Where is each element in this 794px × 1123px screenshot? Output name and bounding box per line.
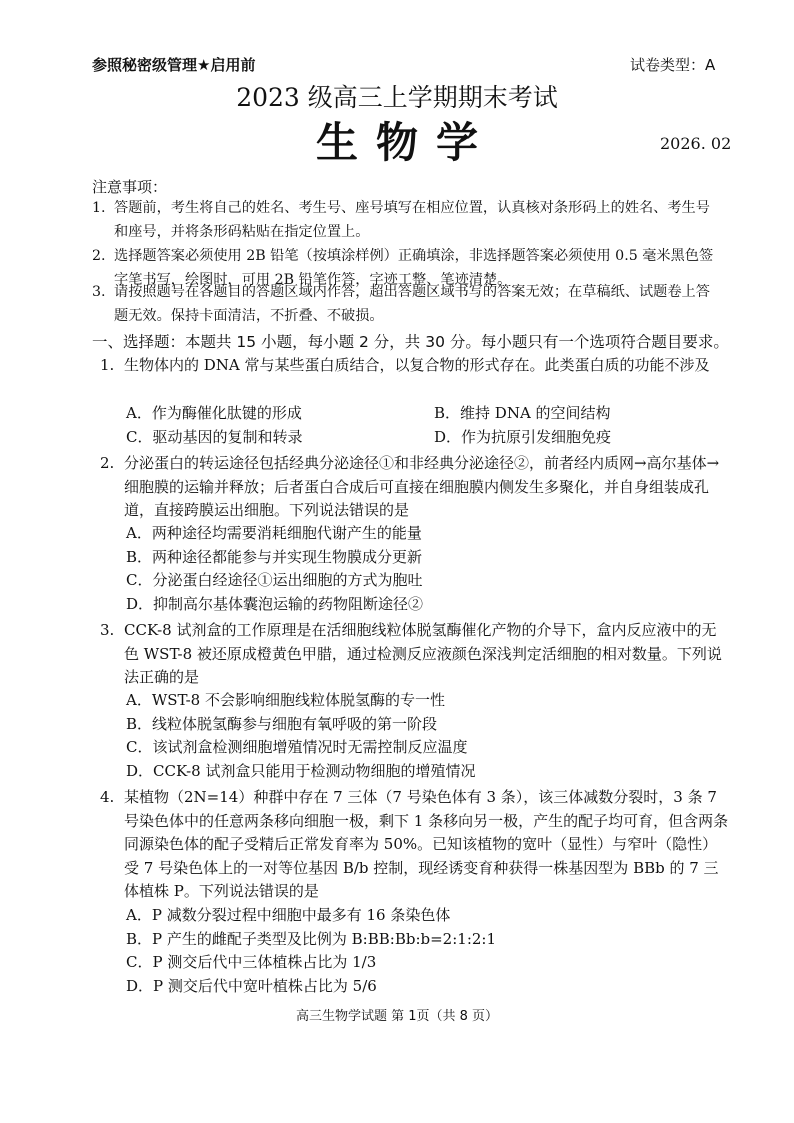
- question-number: 3.: [100, 621, 115, 639]
- question-stem: 分泌蛋白的转运途径包括经典分泌途径①和非经典分泌途径②，前者经内质网→高尔基体→细胞膜的运输并释放；后者蛋白合成后可直接在细胞膜内侧发生多聚化，并自身组装成孔道，直接跨膜运出细胞。下列说法错误的是: [124, 454, 720, 519]
- option-a: A．作为酶催化肽键的形成: [126, 404, 302, 422]
- notice-heading: 注意事项：: [92, 178, 168, 196]
- option-d: D．抑制高尔基体囊泡运输的药物阻断途径②: [126, 595, 424, 613]
- option-d: D．CCK-8 试剂盒只能用于检测动物细胞的增殖情况: [126, 762, 476, 780]
- option-c: C．P 测交后代中三体植株占比为 1/3: [126, 953, 377, 971]
- question-1: [100, 354, 730, 378]
- option-a: A．WST-8 不会影响细胞线粒体脱氢酶的专一性: [126, 691, 445, 709]
- option-d: D．作为抗原引发细胞免疫: [434, 428, 612, 446]
- question-number: 1.: [100, 356, 115, 374]
- notice-item-number: 3.: [92, 284, 106, 300]
- option-d: D．P 测交后代中宽叶植株占比为 5/6: [126, 977, 377, 995]
- notice-item-number: 1.: [92, 200, 106, 216]
- notice-item-text: 请按照题号在各题目的答题区域内作答，超出答题区域书写的答案无效；在草稿纸、试题卷上答题无效。保持卡面清洁，不折叠、不破损。: [114, 284, 710, 324]
- option-b: B．线粒体脱氢酶参与细胞有氧呼吸的第一阶段: [126, 715, 438, 733]
- option-c: C．驱动基因的复制和转录: [126, 428, 303, 446]
- question-number: 4.: [100, 788, 115, 806]
- paper-type-label: 试卷类型：A: [630, 56, 716, 74]
- option-b: B．两种途径都能参与并实现生物膜成分更新: [126, 548, 423, 566]
- question-stem: CCK-8 试剂盒的工作原理是在活细胞线粒体脱氢酶催化产物的介导下，盒内反应液中的无色 WST-8 被还原成橙黄色甲腊，通过检测反应液颜色深浅判定活细胞的相对数量。下列说法正确的是: [124, 621, 722, 686]
- notice-item-text: 选择题答案必须使用 2B 铅笔（按填涂样例）正确填涂，非选择题答案必须使用 0.5 毫米黑色签字笔书写，绘图时，可用 2B 铅笔作答，字迹工整、笔迹清楚。: [114, 248, 714, 288]
- confidentiality-label: 参照秘密级管理★启用前: [92, 56, 256, 74]
- exam-title: 2023 级高三上学期期末考试: [236, 83, 558, 112]
- question-4: [100, 786, 730, 904]
- option-a: A．P 减数分裂过程中细胞中最多有 16 条染色体: [126, 906, 451, 924]
- option-b: B．P 产生的雌配子类型及比例为 B:BB:Bb:b=2:1:2:1: [126, 930, 497, 948]
- section-heading: 一、选择题：本题共 15 小题，每小题 2 分，共 30 分。每小题只有一个选项符合题目要求。: [92, 333, 729, 351]
- notice-item-text: 答题前，考生将自己的姓名、考生号、座号填写在相应位置，认真核对条形码上的姓名、考生号和座号，并将条形码粘贴在指定位置上。: [114, 200, 710, 240]
- option-b: B．维持 DNA 的空间结构: [434, 404, 611, 422]
- question-3: [100, 619, 730, 690]
- option-a: A．两种途径均需要消耗细胞代谢产生的能量: [126, 524, 422, 542]
- page-footer: 高三生物学试题 第 1页（共 8 页）: [295, 1009, 499, 1024]
- notice-item-number: 2.: [92, 248, 106, 264]
- question-2: [100, 452, 730, 523]
- option-c: C．该试剂盒检测细胞增殖情况时无需控制反应温度: [126, 738, 468, 756]
- subject-title: 生物学: [316, 118, 497, 167]
- question-stem: 某植物（2N=14）种群中存在 7 三体（7 号染色体有 3 条），该三体减数分裂时，3 条 7 号染色体中的任意两条移向细胞一极，剩下 1 条移向另一极，产生的配子均可育，但含两条同源染色体的配子受精后正常发育率为 50%。已知该植物的宽叶（显性）与窄叶（隐性）受 7 号染色体上的一对等位基因 B/b 控制，现经诱变育种获得一株基因型为 BBb 的 7 三体植株 P。下列说法错误的是: [124, 788, 729, 900]
- question-number: 2.: [100, 454, 115, 472]
- notice-item: [92, 196, 722, 244]
- option-c: C．分泌蛋白经途径①运出细胞的方式为胞吐: [126, 571, 423, 589]
- notice-item: [92, 280, 722, 328]
- question-stem: 生物体内的 DNA 常与某些蛋白质结合，以复合物的形式存在。此类蛋白质的功能不涉及: [124, 356, 710, 374]
- exam-date: 2026. 02: [660, 134, 732, 153]
